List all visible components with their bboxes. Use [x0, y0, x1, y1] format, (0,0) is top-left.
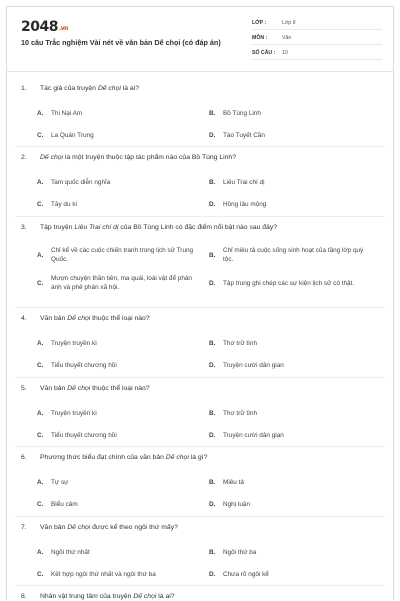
quiz-header — [7, 7, 393, 72]
answer-option[interactable] — [209, 430, 369, 440]
option-text: Truyện truyền kì — [51, 339, 97, 347]
option-text: Truyện cười dân gian — [223, 361, 284, 369]
option-letter: D. — [209, 361, 216, 369]
option-letter: D. — [209, 570, 216, 578]
option-letter: D. — [209, 279, 216, 287]
question-number: 8. — [21, 593, 27, 600]
answer-option[interactable] — [37, 360, 202, 370]
option-letter: A. — [37, 178, 44, 186]
site-logo[interactable] — [21, 19, 68, 35]
answer-option[interactable] — [209, 199, 369, 209]
option-text: Truyện cười dân gian — [223, 431, 284, 439]
question-text-end: là ai? — [156, 593, 175, 600]
question-text — [21, 453, 379, 462]
answer-option[interactable] — [37, 430, 202, 440]
option-letter: A. — [37, 478, 44, 486]
option-letter: A. — [37, 548, 44, 556]
question-text-start: Văn bản — [40, 385, 68, 392]
quiz-meta — [252, 17, 382, 60]
question-text-start: Phương thức biểu đạt chính của văn bản — [40, 454, 166, 461]
question-divider — [15, 585, 385, 586]
option-text: Tập trung ghi chép các sự kiện lịch sử có thật. — [223, 279, 355, 287]
question-text-end: thuộc thể loại nào? — [90, 315, 150, 322]
meta-row-class — [252, 17, 382, 30]
question-text-end: của Bồ Tùng Linh có đặc điểm nổi bật nào sau đây? — [118, 224, 278, 231]
option-text: Truyện truyền kì — [51, 409, 97, 417]
option-letter: D. — [209, 500, 216, 508]
question-divider — [15, 216, 385, 217]
option-text: Tào Tuyết Cần — [223, 131, 265, 139]
logo-suffix: .vn — [58, 25, 68, 32]
answer-option[interactable] — [37, 177, 202, 187]
meta-value: 10 — [282, 50, 288, 56]
question-text-start: Văn bản — [40, 315, 68, 322]
answer-option[interactable] — [37, 273, 202, 293]
question-text-end: là gì? — [188, 454, 208, 461]
option-text: Tiểu thuyết chương hồi — [51, 431, 117, 439]
option-text: Kết hợp ngôi thứ nhất và ngôi thứ ba — [51, 570, 156, 578]
question-text — [21, 523, 379, 532]
question-text — [21, 153, 379, 162]
question-text-start: Văn bản — [40, 524, 68, 531]
question-divider — [15, 146, 385, 147]
option-text: Tự sự — [51, 478, 69, 486]
work-title: Dế chọi — [67, 524, 91, 531]
answer-option[interactable] — [37, 199, 202, 209]
meta-key: SỐ CÂU : — [252, 50, 276, 56]
answer-option[interactable] — [209, 477, 369, 487]
question-text-start: Tác giả của truyện — [40, 85, 98, 92]
question-divider — [15, 307, 385, 308]
option-letter: B. — [209, 109, 216, 117]
option-letter: B. — [209, 478, 216, 486]
option-text: Miêu tả — [223, 478, 244, 486]
answer-option[interactable] — [209, 408, 369, 418]
option-letter: B. — [209, 251, 216, 259]
option-text: Chỉ kể về các cuộc chiến tranh trong lịch sử Trung Quốc. — [51, 247, 194, 263]
option-text: Hồng lâu mộng — [223, 200, 267, 208]
option-letter: C. — [37, 500, 44, 508]
question-number: 7. — [21, 524, 27, 531]
answer-option[interactable] — [37, 499, 202, 509]
question-divider — [15, 377, 385, 378]
option-letter: C. — [37, 361, 44, 369]
question-text-end: được kể theo ngôi thứ mấy? — [90, 524, 178, 531]
question-number: 6. — [21, 454, 27, 461]
option-text: Ngôi thứ ba — [223, 548, 257, 556]
work-title: Dế chọi — [97, 85, 121, 92]
option-letter: C. — [37, 200, 44, 208]
question-number: 2. — [21, 154, 27, 161]
work-title: Dế chọi — [165, 454, 189, 461]
option-text: Thơ trữ tình — [223, 409, 258, 417]
answer-option[interactable] — [37, 547, 202, 557]
meta-row-count — [252, 47, 382, 60]
answer-option[interactable] — [209, 245, 369, 265]
question-divider — [15, 516, 385, 517]
option-text: Bồ Tùng Linh — [223, 109, 261, 117]
option-text: La Quán Trung — [51, 131, 94, 139]
page-title: 10 câu Trắc nghiệm Vài nét về văn bản Dế chọi (có đáp án) — [21, 38, 221, 47]
question-text — [21, 384, 379, 393]
answer-option[interactable] — [209, 499, 369, 509]
option-text: Ngôi thứ nhất — [51, 548, 90, 556]
option-letter: C. — [37, 279, 44, 287]
option-letter: B. — [209, 339, 216, 347]
meta-key: LỚP : — [252, 20, 267, 26]
meta-value: Văn — [282, 35, 292, 41]
option-text: Chưa rõ ngôi kể — [223, 570, 269, 578]
answer-option[interactable] — [209, 547, 369, 557]
option-letter: D. — [209, 131, 216, 139]
question-text — [21, 314, 379, 323]
work-title: Dế chọi — [40, 154, 64, 161]
question-divider — [15, 446, 385, 447]
option-letter: B. — [209, 178, 216, 186]
option-letter: C. — [37, 570, 44, 578]
option-letter: A. — [37, 251, 44, 259]
meta-key: MÔN : — [252, 35, 268, 41]
question-text-start: Tập truyện — [40, 224, 75, 231]
answer-option[interactable] — [37, 130, 202, 140]
option-text: Thi Nại Am — [51, 109, 83, 117]
question-number: 1. — [21, 85, 27, 92]
answer-option[interactable] — [209, 360, 369, 370]
option-text: Tây du kí — [51, 200, 78, 208]
work-title: Dế chọi — [67, 385, 91, 392]
answer-option[interactable] — [209, 273, 369, 293]
answer-option[interactable] — [209, 108, 369, 118]
work-title: Dế chọi — [133, 593, 157, 600]
answer-option[interactable] — [37, 408, 202, 418]
option-text: Tiểu thuyết chương hồi — [51, 361, 117, 369]
option-text: Liêu Trai chí dị — [223, 178, 265, 186]
answer-option[interactable] — [209, 130, 369, 140]
option-text: Thơ trữ tình — [223, 339, 258, 347]
answer-option[interactable] — [37, 338, 202, 348]
option-letter: D. — [209, 200, 216, 208]
option-letter: B. — [209, 548, 216, 556]
answer-option[interactable] — [37, 108, 202, 118]
option-text: Mượn chuyện thần tiên, ma quái, loài vật để phản ánh và phê phán xã hội. — [51, 275, 192, 291]
logo-main: 2048 — [21, 19, 58, 35]
answer-option[interactable] — [209, 569, 369, 579]
question-text-start: Nhân vật trung tâm của truyện — [40, 593, 134, 600]
option-letter: B. — [209, 409, 216, 417]
work-title: Liêu Trai chí dị — [74, 224, 119, 231]
question-text-end: là một truyện thuộc tập tác phẩm nào của Bồ Tùng Linh? — [63, 154, 236, 161]
question-text-end: thuộc thể loại nào? — [90, 385, 150, 392]
quiz-page — [6, 6, 394, 600]
option-text: Biểu cảm — [51, 500, 78, 508]
option-text: Chỉ miêu tả cuộc sống sinh hoạt của tầng lớp quý tộc. — [223, 247, 364, 263]
option-text: Nghị luận — [223, 500, 251, 508]
option-letter: D. — [209, 431, 216, 439]
option-letter: A. — [37, 409, 44, 417]
answer-option[interactable] — [37, 245, 202, 265]
answer-option[interactable] — [37, 569, 202, 579]
question-number: 5. — [21, 385, 27, 392]
question-text — [21, 84, 379, 93]
option-letter: C. — [37, 131, 44, 139]
meta-row-subject — [252, 32, 382, 45]
work-title: Dế chọi — [67, 315, 91, 322]
option-letter: A. — [37, 339, 44, 347]
option-text: Tam quốc diễn nghĩa — [51, 178, 111, 186]
question-number: 4. — [21, 315, 27, 322]
answer-option[interactable] — [37, 477, 202, 487]
option-letter: A. — [37, 109, 44, 117]
answer-option[interactable] — [209, 177, 369, 187]
question-number: 3. — [21, 224, 27, 231]
answer-option[interactable] — [209, 338, 369, 348]
question-text-end: là ai? — [120, 85, 139, 92]
meta-value: Lớp 9 — [282, 20, 296, 26]
option-letter: C. — [37, 431, 44, 439]
question-text — [21, 223, 379, 232]
